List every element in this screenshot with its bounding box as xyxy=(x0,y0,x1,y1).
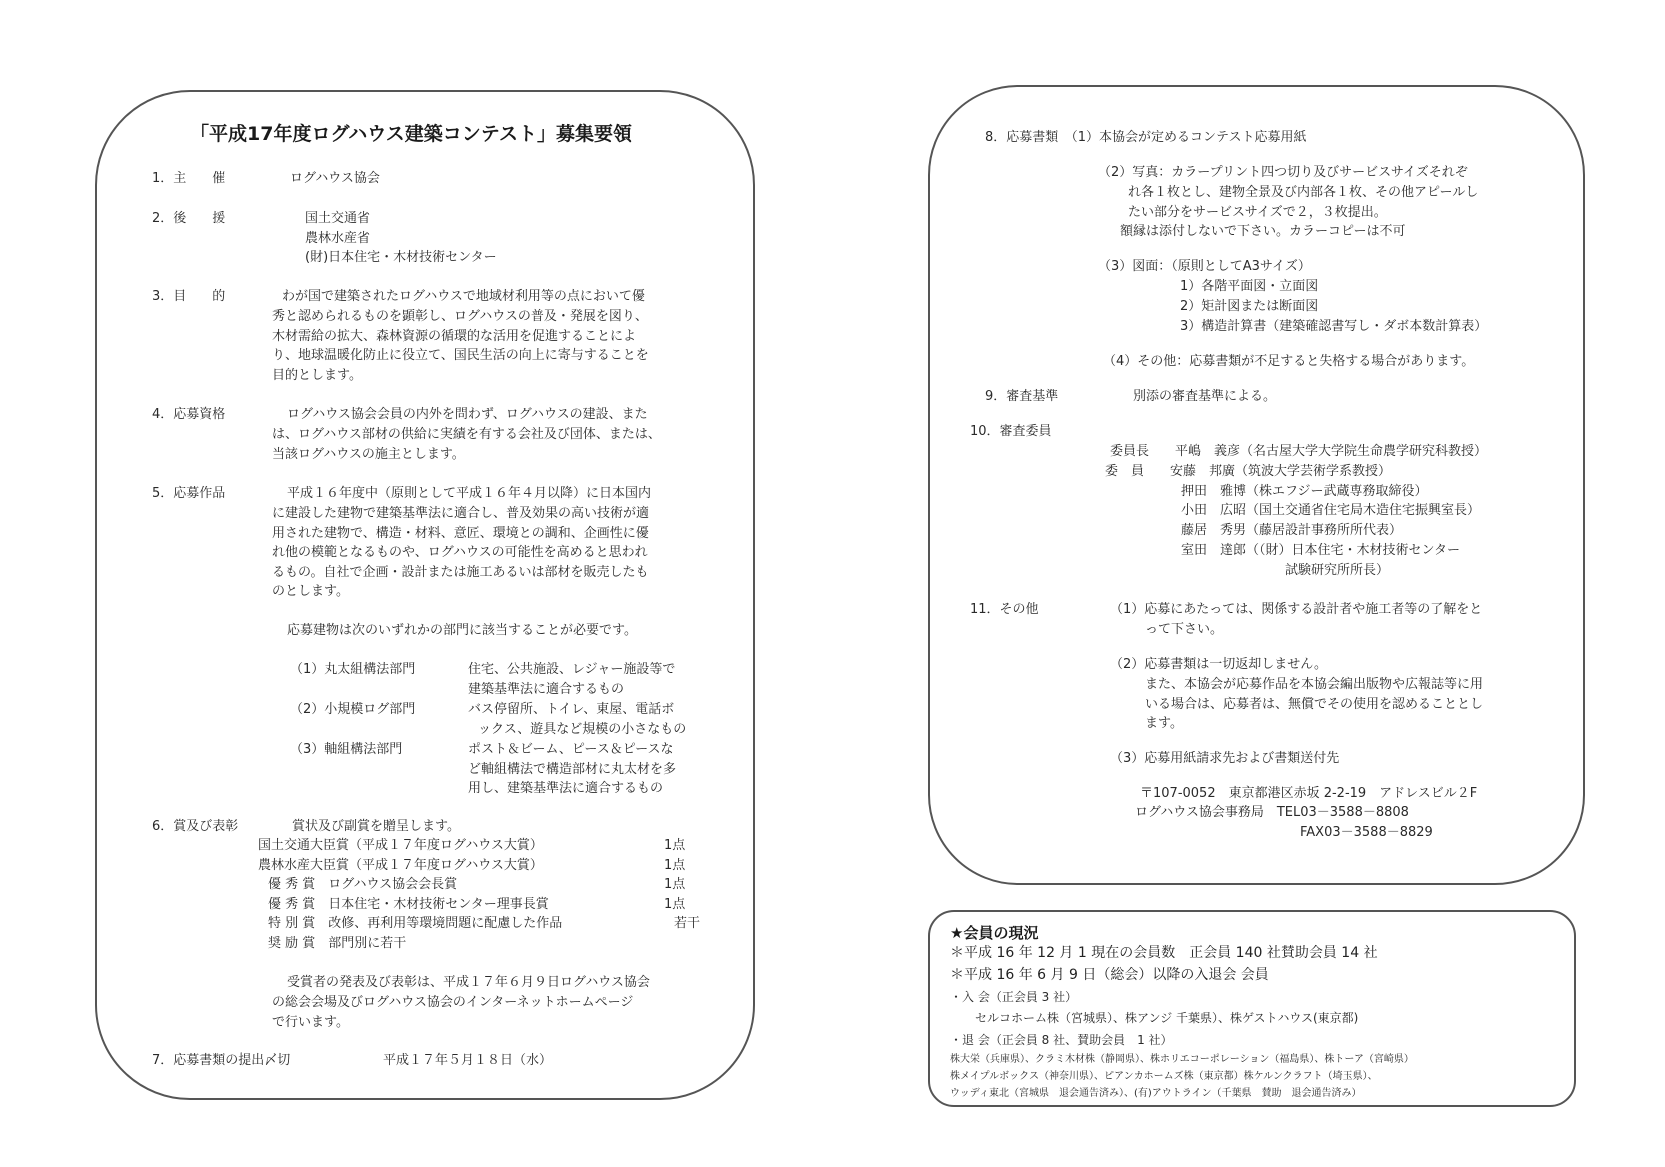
text-line: 7．応募書類の提出〆切 xyxy=(152,1053,291,1068)
text-line: 木材需給の拡大、森林資源の循環的な活用を促進することによ xyxy=(272,329,637,344)
text-line: 特 別 賞 改修、再利用等環境問題に配慮した作品 xyxy=(268,916,563,931)
text-line: 藤居 秀男（藤居設計事務所所代表） xyxy=(1181,523,1403,538)
text-line: 優 秀 賞 日本住宅・木材技術センター理事長賞 xyxy=(268,897,549,912)
text-line: 奨 励 賞 部門別に若干 xyxy=(268,936,407,951)
member-line: ウッディ東北（宮城県 退会通告済み）、(有)アウトライン（千葉県 賛助 退会通告済み） xyxy=(950,1088,1362,1099)
text-line: （1）丸太組構法部門 xyxy=(290,662,416,677)
text-line: 農林水産省 xyxy=(305,231,371,246)
text-line: (財)日本住宅・木材技術センター xyxy=(305,250,497,265)
text-line: 委員長 平嶋 義彦（名古屋大学大学院生命農学研究科教授） xyxy=(1110,444,1488,459)
left-panel xyxy=(95,90,755,1100)
text-line: （4）その他：応募書類が不足すると失格する場合があります。 xyxy=(1103,354,1475,369)
text-line: 用し、建築基準法に適合するもの xyxy=(468,781,664,796)
text-line: 9．審査基準 xyxy=(985,389,1059,404)
text-line: 応募建物は次のいずれかの部門に該当することが必要です。 xyxy=(287,623,637,638)
text-line: 1点 xyxy=(664,858,686,873)
text-line: 額縁は添付しないで下さい。カラーコピーは不可 xyxy=(1120,224,1406,239)
text-line: 10．審査委員 xyxy=(970,424,1052,439)
text-line: ックス、遊具など規模の小さなもの xyxy=(478,722,687,737)
text-line: ます。 xyxy=(1145,716,1183,731)
text-line: るもの。自社で企画・設計または施工あるいは部材を販売したも xyxy=(272,565,649,580)
text-line: 5．応募作品 xyxy=(152,486,226,501)
text-line: は、ログハウス部材の供給に実績を有する会社及び団体、または、 xyxy=(272,427,661,442)
text-line: 小田 広昭（国土交通省住宅局木造住宅振興室長） xyxy=(1181,503,1481,518)
text-line: 6．賞及び表彰 xyxy=(152,819,239,834)
text-line: って下さい。 xyxy=(1145,622,1224,637)
text-line: （3）応募用紙請求先および書類送付先 xyxy=(1110,751,1340,766)
text-line: れ他の模範となるものや、ログハウスの可能性を高めると思われ xyxy=(272,545,648,560)
text-line: （2）応募書類は一切返却しません。 xyxy=(1110,657,1328,672)
text-line: 用された建物で、構造・材料、意匠、環境との調和、企画性に優 xyxy=(272,526,649,541)
text-line: 目的とします。 xyxy=(272,368,362,383)
member-line: ＊平成 16 年 12 月 1 現在の会員数 正会員 140 社賛助会員 14 社 xyxy=(950,945,1378,961)
text-line: に建設した建物で建築基準法に適合し、普及効果の高い技術が適 xyxy=(272,506,650,521)
text-line: 建築基準法に適合するもの xyxy=(468,682,625,697)
text-line: 1）各階平面図・立面図 xyxy=(1180,279,1319,294)
text-line: ログハウス協会事務局 TEL03－3588－8808 xyxy=(1135,805,1409,820)
text-line: 別添の審査基準による。 xyxy=(1133,389,1277,404)
text-line: 賞状及び副賞を贈呈します。 xyxy=(292,819,460,834)
text-line: 3．目 的 xyxy=(152,289,226,304)
text-line: （2）写真：カラープリント四つ切り及びサービスサイズそれぞ xyxy=(1098,165,1468,180)
text-line: （3）図面：（原則としてA3サイズ） xyxy=(1098,259,1311,274)
text-line: ログハウス協会会員の内外を問わず、ログハウスの建設、また xyxy=(287,407,648,422)
text-line: また、本協会が応募作品を本協会編出版物や広報誌等に用 xyxy=(1145,677,1484,692)
text-line: 農林水産大臣賞（平成１７年度ログハウス大賞） xyxy=(258,858,543,873)
text-line: 〒107-0052 東京都港区赤坂 2-2-19 アドレスビル２F xyxy=(1140,786,1478,801)
text-line: り、地球温暖化防止に役立て、国民生活の向上に寄与することを xyxy=(272,348,649,363)
text-line: 4．応募資格 xyxy=(152,407,226,422)
text-line: 押田 雅博（株エフジー武蔵専務取締役） xyxy=(1181,484,1428,499)
text-line: 優 秀 賞 ログハウス協会会長賞 xyxy=(268,877,458,892)
text-line: 2．後 援 xyxy=(152,211,226,226)
text-line: で行います。 xyxy=(272,1015,349,1030)
text-line: 11．その他 xyxy=(970,602,1039,617)
text-line: 秀と認められるものを顕彰し、ログハウスの普及・発展を図り、 xyxy=(272,309,648,324)
text-line: ど軸組構法で構造部材に丸太材を多 xyxy=(468,762,677,777)
text-line: れ各１枚とし、建物全景及び内部各１枚、その他アピールし xyxy=(1128,185,1479,200)
text-line: 室田 達郎（（財）日本住宅・木材技術センター xyxy=(1181,543,1460,558)
text-line: 平成１７年５月１８日（水） xyxy=(383,1053,553,1068)
member-line: ＊平成 16 年 6 月 9 日（総会）以降の入退会 会員 xyxy=(950,967,1269,983)
member-line: ・入 会（正会員 3 社） xyxy=(950,990,1078,1004)
text-line: 平成１６年度中（原則として平成１６年４月以降）に日本国内 xyxy=(287,486,652,501)
text-line: 国土交通大臣賞（平成１７年度ログハウス大賞） xyxy=(258,838,543,853)
member-line: 株メイプルボックス（神奈川県）、ピアンカホームズ株（東京都）株ケルンクラフト（埼玉県）、 xyxy=(950,1071,1378,1082)
member-line: セルコホーム株（宮城県）、株アンジ 千葉県）、株ゲストハウス(東京都) xyxy=(975,1011,1359,1025)
member-line: ・退 会（正会員 8 社、賛助会員 1 社） xyxy=(950,1033,1173,1047)
text-line: 3）構造計算書（建築確認書写し・ダボ本数計算表） xyxy=(1180,319,1488,334)
text-line: （1）応募にあたっては、関係する設計者や施工者等の了解をと xyxy=(1110,602,1483,617)
text-line: 8．応募書類 （1）本協会が定めるコンテスト応募用紙 xyxy=(985,130,1307,145)
text-line: ポスト＆ビーム、ピース＆ピースな xyxy=(468,742,674,757)
text-line: 1点 xyxy=(664,877,686,892)
text-line: 1．主 催 xyxy=(152,171,226,186)
text-line: 住宅、公共施設、レジャー施設等で xyxy=(468,662,676,677)
document-title: 「平成17年度ログハウス建築コンテスト」募集要領 xyxy=(190,123,632,145)
text-line: 国土交通省 xyxy=(305,211,371,226)
text-line: たい部分をサービスサイズで２，３枚提出。 xyxy=(1128,205,1387,220)
text-line: バス停留所、トイレ、東屋、電話ボ xyxy=(468,702,675,717)
text-line: 受賞者の発表及び表彰は、平成１７年６月９日ログハウス協会 xyxy=(287,975,650,990)
text-line: 1点 xyxy=(664,897,686,912)
text-line: （2）小規模ログ部門 xyxy=(290,702,416,717)
text-line: のとします。 xyxy=(272,584,349,599)
text-line: 2）矩計図または断面図 xyxy=(1180,299,1319,314)
member-line: 株大栄（兵庫県）、クラミ木材株（静岡県）、株ホリエコーポレーション（福島県）、株トーア（宮崎県） xyxy=(950,1054,1414,1065)
member-heading: ★会員の現況 xyxy=(950,924,1039,942)
text-line: （3）軸組構法部門 xyxy=(290,742,403,757)
text-line: 試験研究所所長） xyxy=(1285,563,1390,578)
text-line: ログハウス協会 xyxy=(290,171,380,186)
text-line: 若干 xyxy=(674,916,701,931)
text-line: 委 員 安藤 邦廣（筑波大学芸術学系教授） xyxy=(1105,464,1392,479)
text-line: 当該ログハウスの施主とします。 xyxy=(272,447,465,462)
text-line: いる場合は、応募者は、無償でその使用を認めることとし xyxy=(1145,697,1484,712)
text-line: FAX03－3588－8829 xyxy=(1300,825,1433,840)
text-line: 1点 xyxy=(664,838,686,853)
text-line: わが国で建築されたログハウスで地域材利用等の点において優 xyxy=(282,289,645,304)
text-line: の総会会場及びログハウス協会のインターネットホームページ xyxy=(272,995,634,1010)
